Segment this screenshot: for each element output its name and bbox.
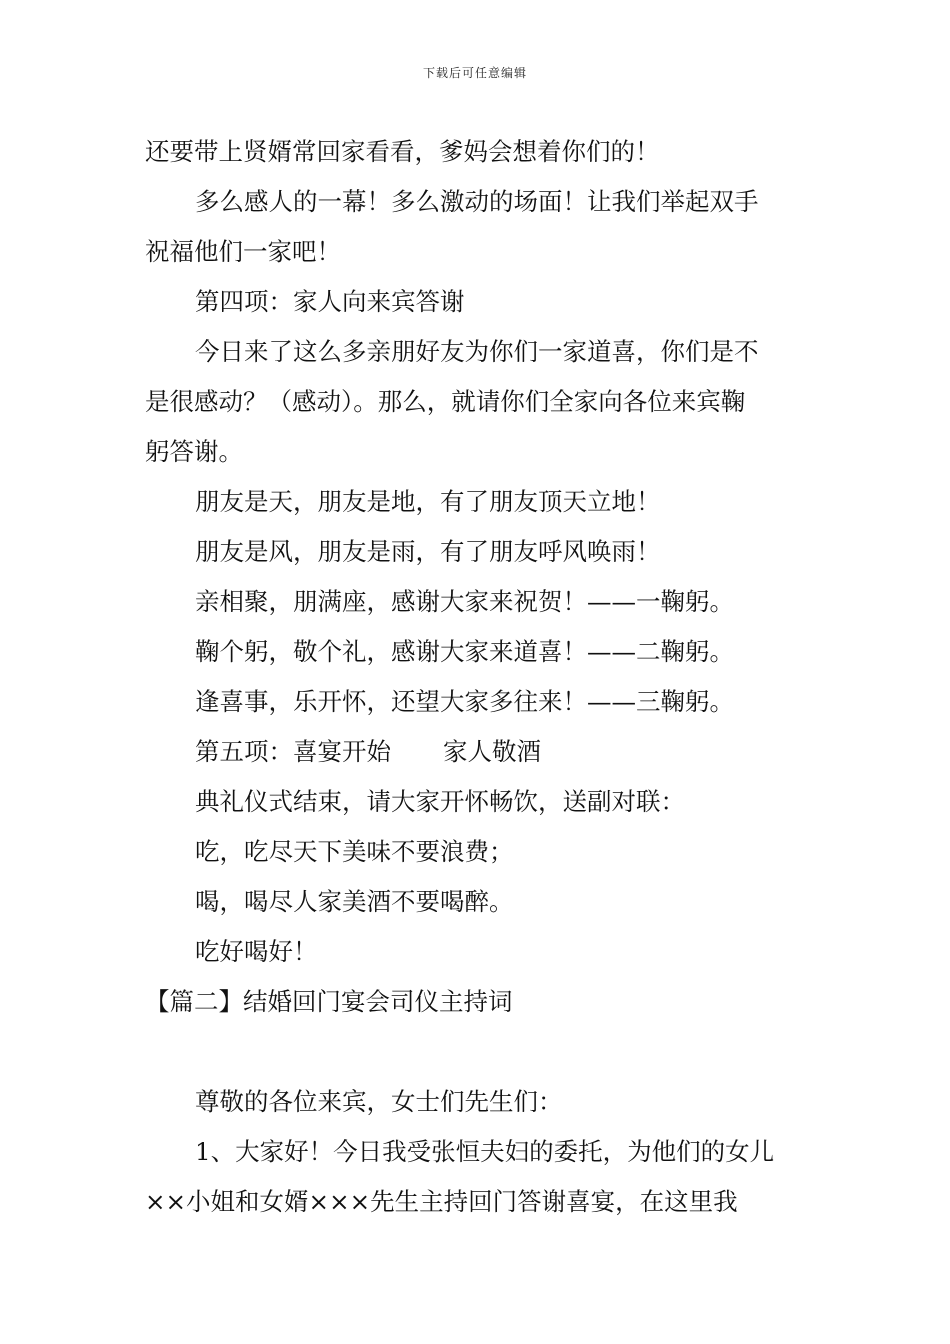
section-heading-part: 家人敬酒 [443, 737, 541, 766]
paragraph-line: 祝福他们一家吧！ [145, 237, 341, 266]
document-body [145, 127, 810, 1227]
section-heading-part: 第五项：喜宴开始 [195, 737, 391, 766]
verse-line: 亲相聚，朋满座，感谢大家来祝贺！——一鞠躬。 [195, 587, 734, 616]
paragraph-line: 今日来了这么多亲朋好友为你们一家道喜，你们是不 [195, 337, 759, 366]
verse-line: 朋友是风，朋友是雨，有了朋友呼风唤雨！ [195, 537, 661, 566]
verse-line: 逢喜事，乐开怀，还望大家多往来！——三鞠躬。 [195, 687, 734, 716]
salutation-line: 尊敬的各位来宾，女士们先生们： [195, 1087, 563, 1116]
paragraph-line: 1、大家好！今日我受张恒夫妇的委托，为他们的女儿 [195, 1137, 775, 1166]
section-heading: 第四项：家人向来宾答谢 [195, 287, 465, 316]
paragraph-line: 是很感动？（感动）。那么，就请你们全家向各位来宾鞠 [145, 387, 746, 416]
paragraph-line: 吃好喝好！ [195, 937, 318, 966]
paragraph-line: 典礼仪式结束，请大家开怀畅饮，送副对联： [195, 787, 685, 816]
paragraph-line: 还要带上贤婿常回家看看，爹妈会想着你们的！ [145, 137, 660, 166]
couplet-line: 吃，吃尽天下美味不要浪费； [195, 837, 514, 866]
verse-line: 朋友是天，朋友是地，有了朋友顶天立地！ [195, 487, 661, 516]
page-header: 下载后可任意编辑 [422, 66, 527, 80]
section-heading [145, 727, 810, 777]
blank-line [145, 1027, 810, 1077]
paragraph-line: 多么感人的一幕！多么激动的场面！让我们举起双手 [195, 187, 759, 216]
chapter-title: 【篇二】结婚回门宴会司仪主持词 [145, 987, 513, 1016]
paragraph-line: ××小姐和女婿×××先生主持回门答谢喜宴，在这里我 [145, 1187, 738, 1216]
couplet-line: 喝，喝尽人家美酒不要喝醉。 [195, 887, 514, 916]
verse-line: 鞠个躬，敬个礼，感谢大家来道喜！——二鞠躬。 [195, 637, 734, 666]
paragraph-line: 躬答谢。 [145, 437, 243, 466]
